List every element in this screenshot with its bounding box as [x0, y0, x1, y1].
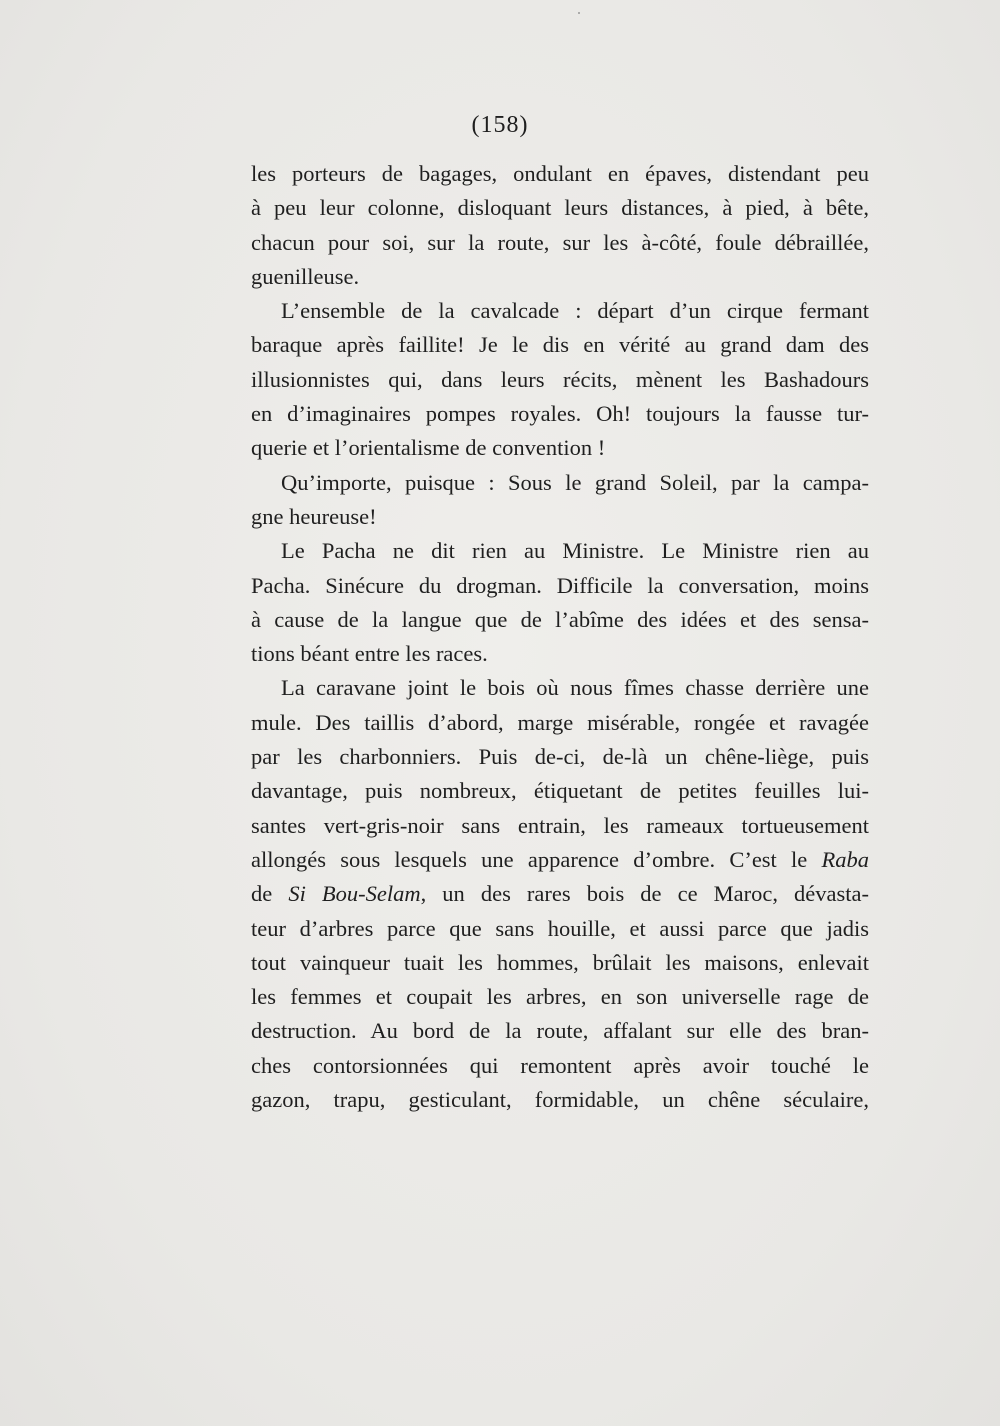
text-line [251, 774, 869, 808]
italic-text: Si Bou-Selam [288, 881, 421, 907]
text-line [251, 1014, 869, 1048]
text-line-content: ches contorsionnées qui remontent après avoir touché le [251, 1052, 869, 1078]
text-line-continuation: , un des rares bois de ce Maroc, dévasta- [420, 881, 869, 907]
text-line [251, 946, 869, 980]
text-line [251, 328, 869, 362]
text-line [251, 569, 869, 603]
text-line-content: de [251, 881, 289, 907]
text-line-content: par les charbonniers. Puis de-ci, de-là un chêne-liège, puis [251, 744, 869, 770]
text-line [251, 603, 869, 637]
text-line-content: destruction. Au bord de la route, affalant sur elle des bran- [251, 1018, 869, 1044]
text-line-content: davantage, puis nombreux, étiquetant de petites feuilles lui- [251, 778, 869, 804]
text-line [251, 191, 869, 225]
text-line [251, 260, 869, 294]
text-line [251, 706, 869, 740]
text-line-content: à peu leur colonne, disloquant leurs distances, à pied, à bête, [251, 195, 869, 221]
text-line-content: Qu’importe, puisque : Sous le grand Soleil, par la campa- [281, 469, 869, 495]
text-line-content: teur d’arbres parce que sans houille, et aussi parce que jadis [251, 915, 869, 941]
text-line-content: baraque après faillite! Je le dis en vérité au grand dam des [251, 332, 869, 358]
text-line-content: à cause de la langue que de l’abîme des idées et des sensa- [251, 606, 869, 632]
text-line [251, 740, 869, 774]
text-line-content: tout vainqueur tuait les hommes, brûlait les maisons, enlevait [251, 949, 869, 975]
text-line-content: gne heureuse! [251, 503, 377, 529]
text-line [251, 877, 869, 911]
body-text [251, 157, 869, 1117]
text-line-content: chacun pour soi, sur la route, sur les à-côté, foule débraillée, [251, 229, 869, 255]
text-line-content: Le Pacha ne dit rien au Ministre. Le Ministre rien au [281, 538, 869, 564]
text-line [251, 534, 869, 568]
text-line-content: querie et l’orientalisme de convention ! [251, 435, 606, 461]
text-line-content: gazon, trapu, gesticulant, formidable, un chêne séculaire, [251, 1087, 869, 1113]
text-line-content: les porteurs de bagages, ondulant en épaves, distendant peu [251, 161, 869, 186]
text-line-content: mule. Des taillis d’abord, marge misérable, rongée et ravagée [251, 709, 869, 735]
text-line [251, 431, 869, 465]
page-number: (158) [471, 112, 529, 138]
text-line [251, 1083, 869, 1117]
text-line-content: les femmes et coupait les arbres, en son universelle rage de [251, 984, 869, 1010]
text-line [251, 294, 869, 328]
text-line [251, 637, 869, 671]
text-line [251, 466, 869, 500]
text-line [251, 1049, 869, 1083]
text-line-content: Pacha. Sinécure du drogman. Difficile la conversation, moins [251, 572, 869, 598]
text-line-content: tions béant entre les races. [251, 641, 488, 667]
text-line-content: en d’imaginaires pompes royales. Oh! toujours la fausse tur- [251, 401, 869, 427]
text-line [251, 671, 869, 705]
text-line [251, 809, 869, 843]
text-line [251, 363, 869, 397]
ink-speck [578, 12, 580, 14]
text-line [251, 157, 869, 191]
italic-text: Raba [821, 846, 869, 872]
text-line-content: santes vert-gris-noir sans entrain, les rameaux tortueusement [251, 812, 869, 838]
text-line-content: allongés sous lesquels une apparence d’ombre. C’est le [251, 846, 822, 872]
text-line [251, 226, 869, 260]
text-line-content: illusionnistes qui, dans leurs récits, mènent les Bashadours [251, 366, 869, 392]
text-line [251, 912, 869, 946]
text-line [251, 500, 869, 534]
text-line [251, 980, 869, 1014]
text-line-content: L’ensemble de la cavalcade : départ d’un cirque fermant [281, 298, 869, 324]
text-line [251, 397, 869, 431]
text-line [251, 843, 869, 877]
text-line-content: La caravane joint le bois où nous fîmes chasse derrière une [281, 675, 869, 701]
text-line-content: guenilleuse. [251, 263, 360, 289]
